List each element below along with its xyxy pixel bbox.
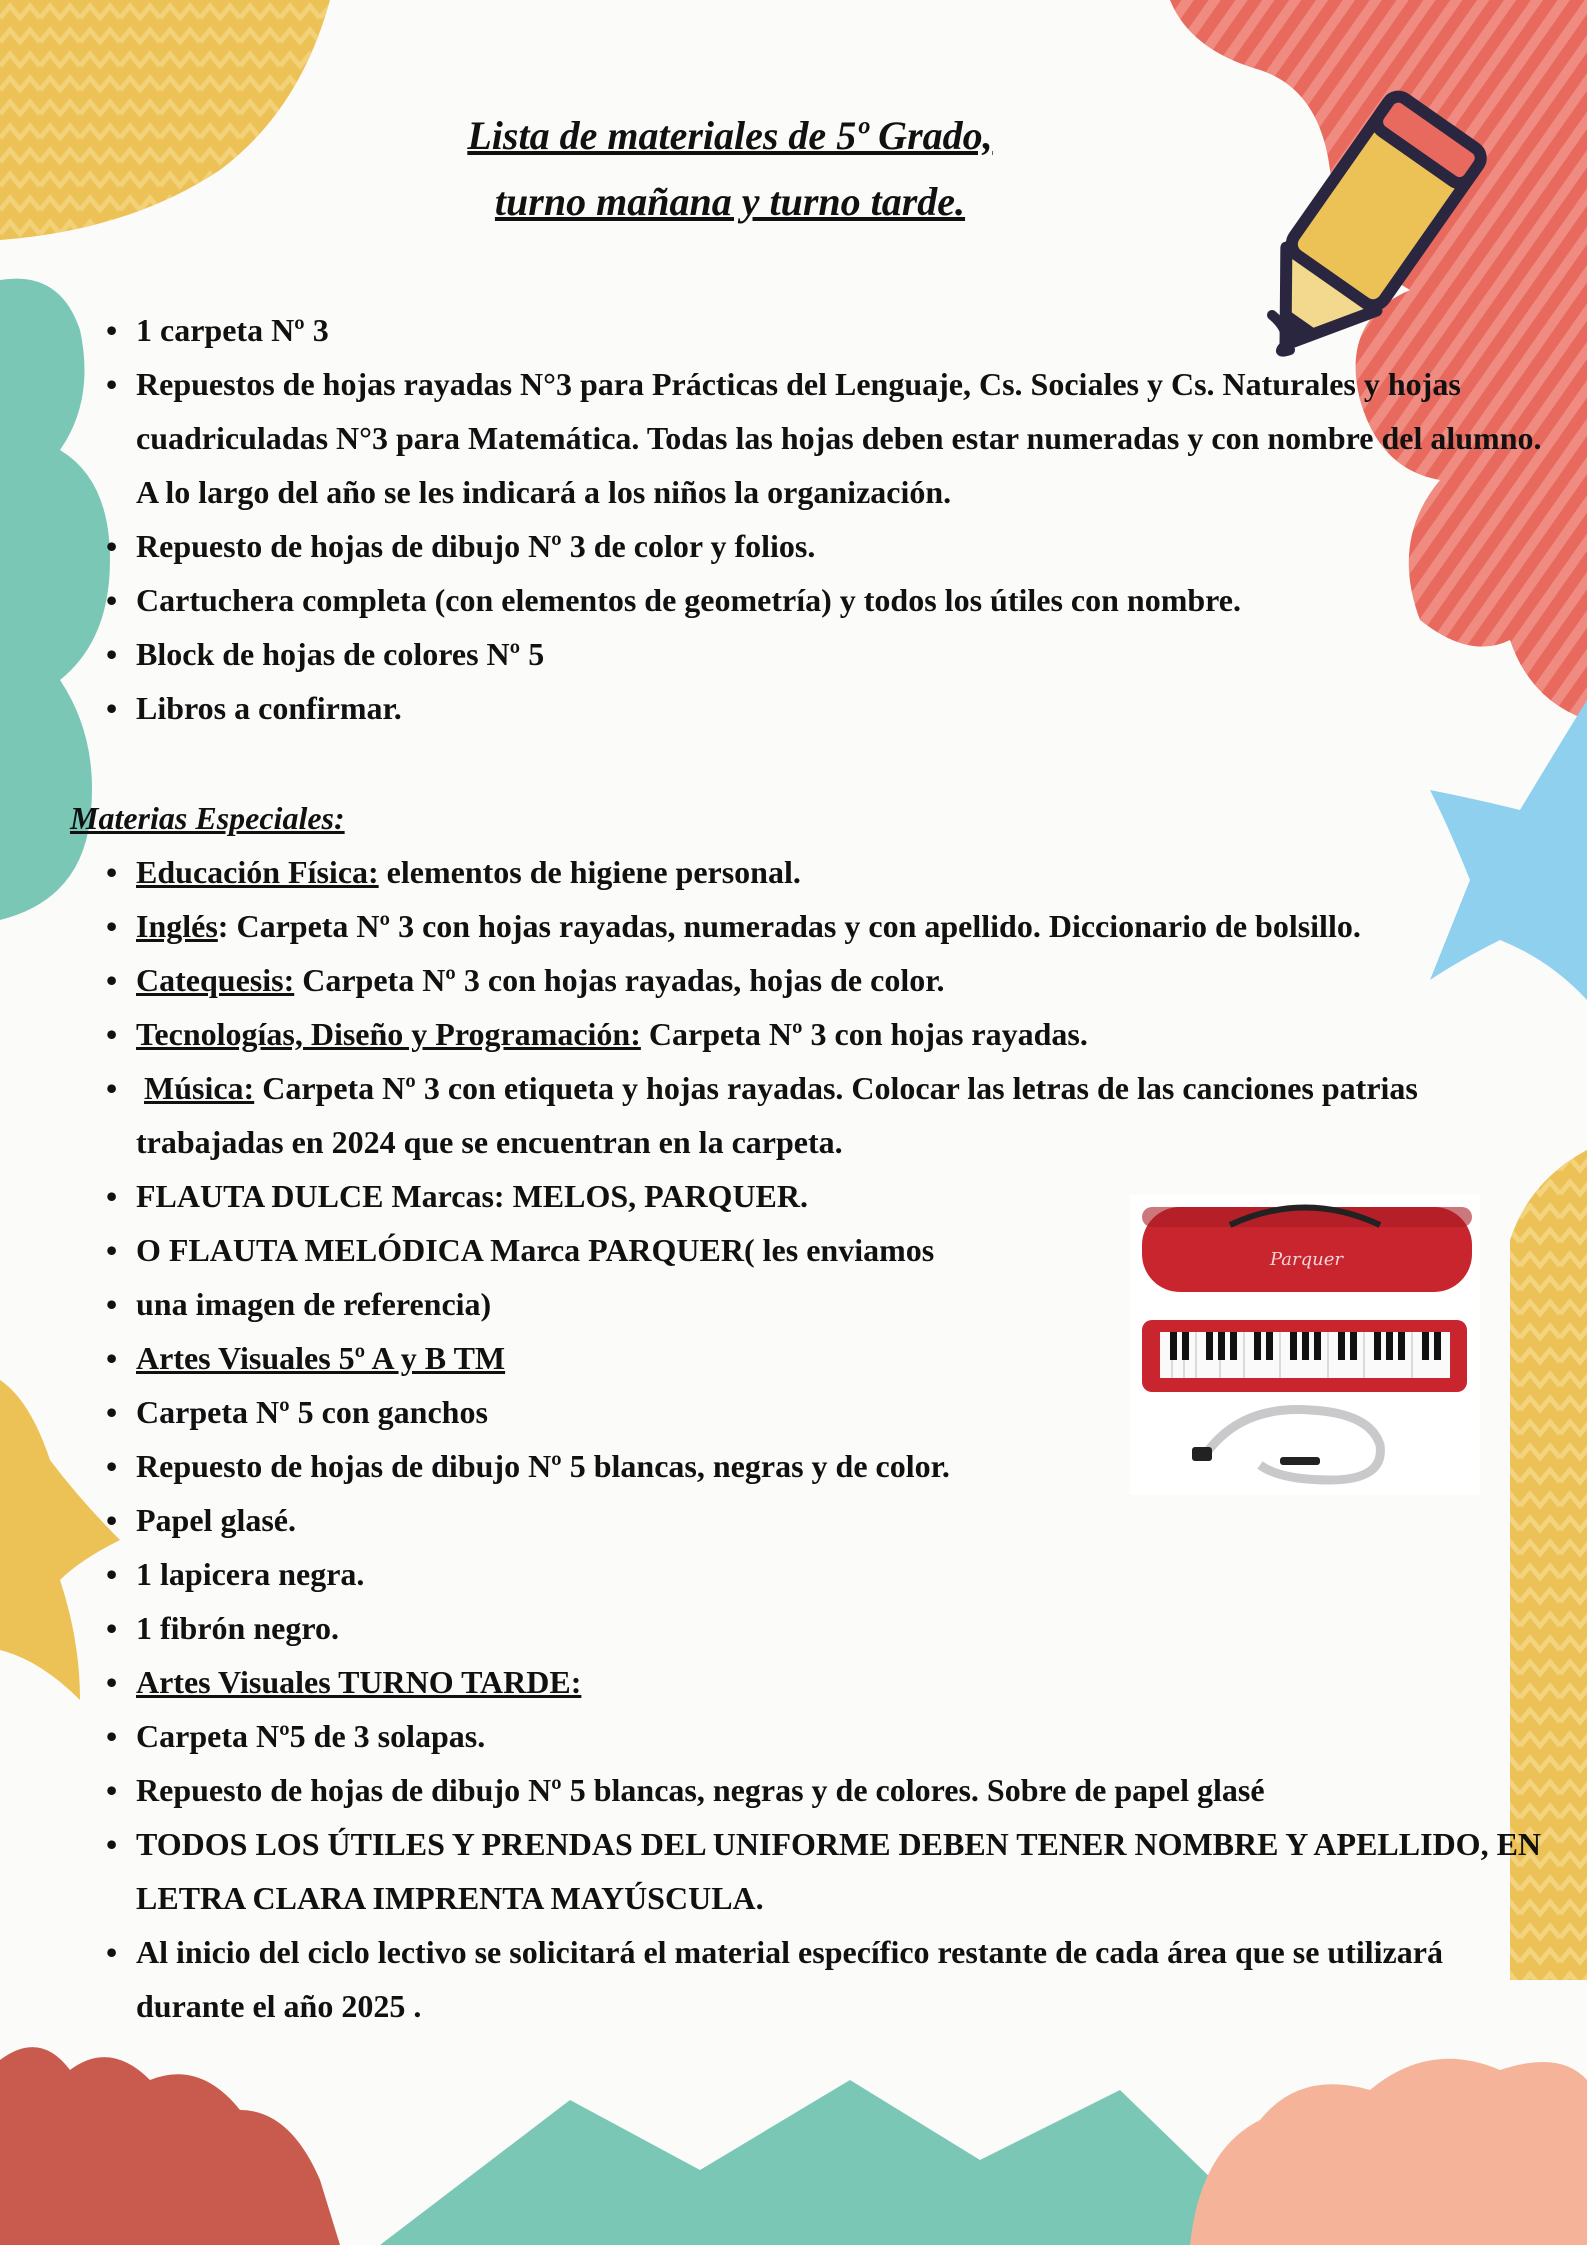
subject-label: Inglés [136, 908, 218, 944]
list-item-music [106, 1061, 1546, 1169]
list-item: • Libros a confirmar. [106, 681, 1546, 735]
list-item: • O FLAUTA MELÓDICA Marca PARQUER( les enviamos [106, 1223, 1546, 1277]
list-item: • Block de hojas de colores Nº 5 [106, 627, 1546, 681]
list-item-catechesis [106, 953, 1546, 1007]
page-title-line-1: Lista de materiales de 5º Grado, [467, 113, 993, 158]
special-subjects-heading: Materias Especiales: [70, 800, 345, 836]
subject-label: Música: [144, 1070, 255, 1106]
list-item-technology [106, 1007, 1546, 1061]
list-item: • 1 fibrón negro. [106, 1601, 1546, 1655]
list-item-physical-education [106, 845, 1546, 899]
list-item: • Repuesto de hojas de dibujo Nº 5 blancas, negras y de colores. Sobre de papel glasé [106, 1763, 1546, 1817]
list-item: • Papel glasé. [106, 1493, 1546, 1547]
list-item: • Repuesto de hojas de dibujo Nº 3 de color y folios. [106, 519, 1546, 573]
list-item: • Repuestos de hojas rayadas N°3 para Prácticas del Lenguaje, Cs. Sociales y Cs. Naturales y hojas cuadriculadas N°3 para Matemática. Todas las hojas deben estar numeradas y con nombre del alumno. A lo largo del año se les indicará a los niños la organización. [106, 357, 1546, 519]
list-item: • Cartuchera completa (con elementos de geometría) y todos los útiles con nombre. [106, 573, 1546, 627]
list-item-english [106, 899, 1546, 953]
list-item: • una imagen de referencia) [106, 1277, 1546, 1331]
list-item-visual-arts-tt [106, 1655, 1546, 1709]
list-item: • 1 carpeta Nº 3 [106, 303, 1546, 357]
list-item: • 1 lapicera negra. [106, 1547, 1546, 1601]
subject-text: Carpeta Nº 3 con hojas rayadas. [640, 1016, 1088, 1052]
subject-label: Catequesis: [136, 962, 295, 998]
list-item: • FLAUTA DULCE Marcas: MELOS, PARQUER. [106, 1169, 1546, 1223]
list-item: • Carpeta Nº 5 con ganchos [106, 1385, 1546, 1439]
subject-text: : Carpeta Nº 3 con hojas rayadas, numeradas y con apellido. Diccionario de bolsillo. [217, 908, 1361, 944]
list-item: • Al inicio del ciclo lectivo se solicitará el material específico restante de cada área que se utilizará durante el año 2025 . [106, 1925, 1546, 2033]
subject-text: elementos de higiene personal. [378, 854, 801, 890]
melodica-keys [1170, 1332, 1441, 1360]
melodica-image [1130, 1195, 1480, 1495]
subject-text: Carpeta Nº 3 con hojas rayadas, hojas de color. [294, 962, 945, 998]
subject-label: Educación Física: [136, 854, 379, 890]
list-item: • TODOS LOS ÚTILES Y PRENDAS DEL UNIFORME DEBEN TENER NOMBRE Y APELLIDO, EN LETRA CLARA IMPRENTA MAYÚSCULA. [106, 1817, 1546, 1925]
general-materials-list [106, 303, 1546, 735]
subject-label: Artes Visuales TURNO TARDE: [136, 1664, 582, 1700]
subject-text: Carpeta Nº 3 con etiqueta y hojas rayadas. Colocar las letras de las canciones patrias trabajadas en 2024 que se encuentran en la carpeta. [136, 1070, 1418, 1160]
case-brand-text: Parquer [1270, 1249, 1344, 1270]
list-item: • Repuesto de hojas de dibujo Nº 5 blancas, negras y de color. [106, 1439, 1546, 1493]
page-title-line-2: turno mañana y turno tarde. [494, 179, 966, 224]
subject-label: Artes Visuales 5º A y B TM [136, 1340, 506, 1376]
subject-label: Tecnologías, Diseño y Programación: [136, 1016, 641, 1052]
list-item: • Carpeta Nº5 de 3 solapas. [106, 1709, 1546, 1763]
